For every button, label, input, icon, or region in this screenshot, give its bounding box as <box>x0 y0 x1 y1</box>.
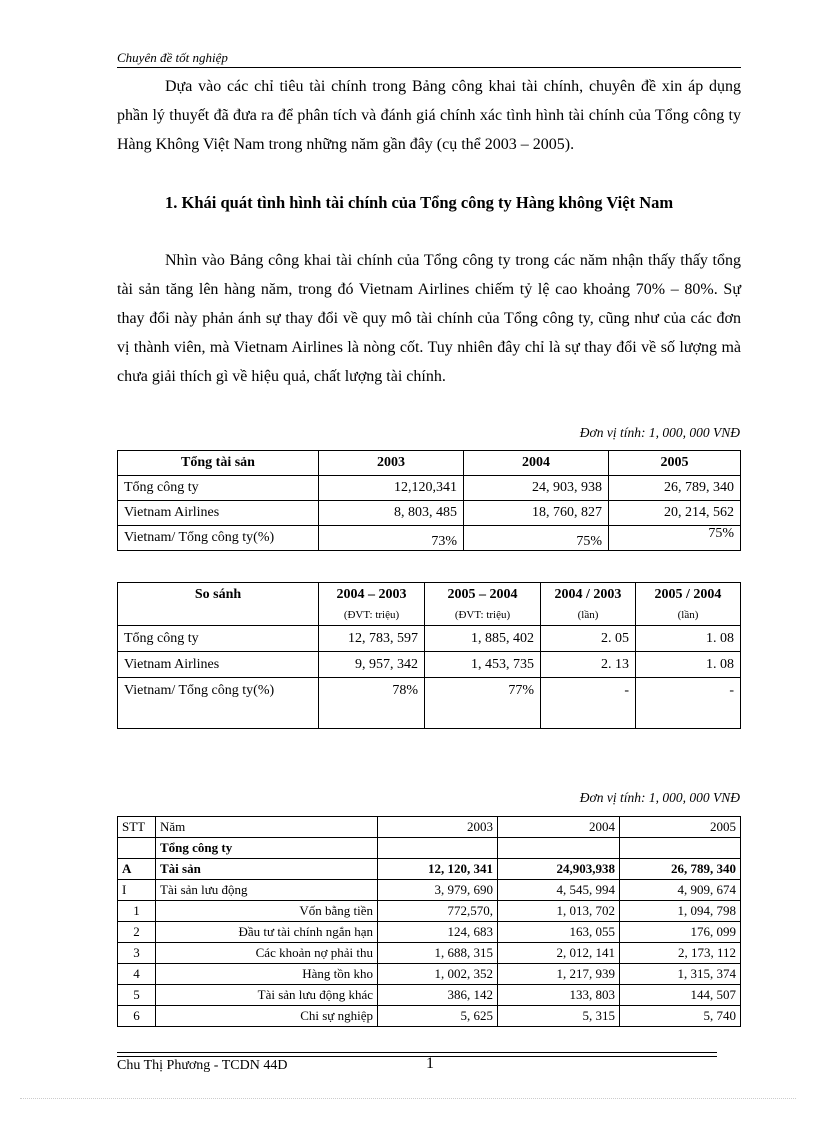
table-cell: 12, 783, 597 <box>319 626 425 652</box>
table-cell: 5, 740 <box>620 1006 741 1027</box>
table-cell: 144, 507 <box>620 985 741 1006</box>
table-row <box>118 678 741 729</box>
table-cell <box>498 838 620 859</box>
table-header-cell: STT <box>118 817 156 838</box>
row-label: Tổng công ty <box>156 838 378 859</box>
table-header-cell: 2003 <box>319 451 464 476</box>
table-cell: 8, 803, 485 <box>319 501 464 526</box>
table-cell: 26, 789, 340 <box>620 859 741 880</box>
table-header-cell: Năm <box>156 817 378 838</box>
table-header-row <box>118 817 741 838</box>
table-header-cell: 2005 <box>609 451 741 476</box>
table-cell: 163, 055 <box>498 922 620 943</box>
table-header-cell: Tổng tài sản <box>118 451 319 476</box>
table-cell: 5, 625 <box>378 1006 498 1027</box>
table-cell: 3 <box>118 943 156 964</box>
row-label: Các khoản nợ phải thu <box>156 943 378 964</box>
table-cell: 78% <box>319 678 425 729</box>
row-label: Tài sản <box>156 859 378 880</box>
row-label: Chi sự nghiệp <box>156 1006 378 1027</box>
unit-note-2: Đơn vị tính: 1, 000, 000 VNĐ <box>579 790 740 805</box>
row-label: Tài sản lưu động khác <box>156 985 378 1006</box>
table-cell: 75% <box>609 526 741 551</box>
table-cell: 2. 13 <box>541 652 636 678</box>
table-cell: 2. 05 <box>541 626 636 652</box>
section-heading: 1. Khái quát tình hình tài chính của Tổng công ty Hàng không Việt Nam <box>165 193 674 212</box>
table-cell: 386, 142 <box>378 985 498 1006</box>
table-cell: 73% <box>319 526 464 551</box>
table-row <box>118 1006 741 1027</box>
page-header-title: Chuyên đề tốt nghiệp <box>117 50 228 65</box>
table-cell: 24,903,938 <box>498 859 620 880</box>
row-label: Vietnam/ Tổng công ty(%) <box>118 526 319 551</box>
row-label: Tổng công ty <box>118 476 319 501</box>
table-cell: 4, 545, 994 <box>498 880 620 901</box>
table-cell: 2 <box>118 922 156 943</box>
table-header-row <box>118 451 741 476</box>
table-cell: 75% <box>464 526 609 551</box>
table-row <box>118 626 741 652</box>
footer-divider <box>117 1052 717 1053</box>
table-cell: 20, 214, 562 <box>609 501 741 526</box>
table-header-cell: So sánh <box>118 583 319 626</box>
total-assets-table <box>117 450 741 551</box>
table-cell: 12, 120, 341 <box>378 859 498 880</box>
table-row <box>118 476 741 501</box>
table-cell: 77% <box>425 678 541 729</box>
table-header-cell: 2004 / 2003 (lần) <box>541 583 636 626</box>
table-cell: 1. 08 <box>636 626 741 652</box>
table-header-row <box>118 583 741 626</box>
row-label: Hàng tồn kho <box>156 964 378 985</box>
table-cell: 12,120,341 <box>319 476 464 501</box>
table-cell: I <box>118 880 156 901</box>
table-header-cell: 2004 <box>498 817 620 838</box>
table-cell: 26, 789, 340 <box>609 476 741 501</box>
table-row <box>118 526 741 551</box>
table-cell: 6 <box>118 1006 156 1027</box>
table-cell: 1, 885, 402 <box>425 626 541 652</box>
table-cell <box>620 838 741 859</box>
row-label: Vietnam Airlines <box>118 652 319 678</box>
table-cell: 1, 453, 735 <box>425 652 541 678</box>
table-cell: 1 <box>118 901 156 922</box>
table-header-cell: 2005 – 2004 (ĐVT: triệu) <box>425 583 541 626</box>
table-header-cell: 2004 <box>464 451 609 476</box>
intro-paragraph: Dựa vào các chỉ tiêu tài chính trong Bảng công khai tài chính, chuyên đề xin áp dụng phần lý thuyết đã đưa ra để phân tích và đánh giá chính xác tình hình tài chính của Tổng công ty Hàng Không Việt Nam trong những năm gần đây (cụ thể 2003 – 2005). <box>117 78 741 153</box>
footer-author: Chu Thị Phương - TCDN 44D <box>117 1058 288 1073</box>
table-cell: 1. 08 <box>636 652 741 678</box>
footer-divider <box>117 1056 717 1057</box>
table-cell: 133, 803 <box>498 985 620 1006</box>
table-cell: 18, 760, 827 <box>464 501 609 526</box>
row-label: Vietnam/ Tổng công ty(%) <box>118 678 319 729</box>
balance-sheet-table <box>117 816 741 1027</box>
table-cell: 2, 012, 141 <box>498 943 620 964</box>
table-header-cell: 2003 <box>378 817 498 838</box>
table-cell: - <box>636 678 741 729</box>
table-row <box>118 964 741 985</box>
comparison-table <box>117 582 741 729</box>
table-cell: 5 <box>118 985 156 1006</box>
table-cell: 24, 903, 938 <box>464 476 609 501</box>
row-label: Đầu tư tài chính ngắn hạn <box>156 922 378 943</box>
table-cell: 772,570, <box>378 901 498 922</box>
table-cell: A <box>118 859 156 880</box>
body-paragraph: Nhìn vào Bảng công khai tài chính của Tổng công ty trong các năm nhận thấy thấy tổng tài sản tăng lên hàng năm, trong đó Vietnam Airlines chiếm tỷ lệ cao khoảng 70% – 80%. Sự thay đổi này phản ánh sự thay đổi về quy mô tài chính của Tổng công ty, cũng như của các đơn vị thành viên, mà Vietnam Airlines là nòng cốt. Tuy nhiên đây chỉ là sự thay đổi về số lượng mà chưa giải thích gì về hiệu quả, chất lượng tài chính. <box>117 252 741 385</box>
table-cell: 1, 315, 374 <box>620 964 741 985</box>
table-cell <box>378 838 498 859</box>
page-number: 1 <box>426 1055 434 1072</box>
table-cell: - <box>541 678 636 729</box>
table-cell: 1, 094, 798 <box>620 901 741 922</box>
table-cell: 4 <box>118 964 156 985</box>
table-cell: 124, 683 <box>378 922 498 943</box>
table-cell: 2, 173, 112 <box>620 943 741 964</box>
header-divider <box>117 67 741 68</box>
row-label: Tài sản lưu động <box>156 880 378 901</box>
row-label: Vietnam Airlines <box>118 501 319 526</box>
table-header-cell: 2005 <box>620 817 741 838</box>
table-row <box>118 838 741 859</box>
table-row <box>118 943 741 964</box>
table-cell: 1, 217, 939 <box>498 964 620 985</box>
table-row <box>118 922 741 943</box>
row-label: Tổng công ty <box>118 626 319 652</box>
table-row <box>118 985 741 1006</box>
table-row <box>118 501 741 526</box>
unit-note: Đơn vị tính: 1, 000, 000 VNĐ <box>579 425 740 440</box>
table-cell <box>118 838 156 859</box>
table-cell: 3, 979, 690 <box>378 880 498 901</box>
table-header-cell: 2005 / 2004 (lần) <box>636 583 741 626</box>
table-cell: 1, 013, 702 <box>498 901 620 922</box>
table-cell: 1, 688, 315 <box>378 943 498 964</box>
table-cell: 9, 957, 342 <box>319 652 425 678</box>
table-cell: 176, 099 <box>620 922 741 943</box>
page-edge-divider <box>20 1098 796 1099</box>
table-cell: 4, 909, 674 <box>620 880 741 901</box>
table-row <box>118 901 741 922</box>
table-row <box>118 880 741 901</box>
table-cell: 1, 002, 352 <box>378 964 498 985</box>
table-header-cell: 2004 – 2003 (ĐVT: triệu) <box>319 583 425 626</box>
table-row <box>118 652 741 678</box>
table-row <box>118 859 741 880</box>
table-cell: 5, 315 <box>498 1006 620 1027</box>
row-label: Vốn bằng tiền <box>156 901 378 922</box>
